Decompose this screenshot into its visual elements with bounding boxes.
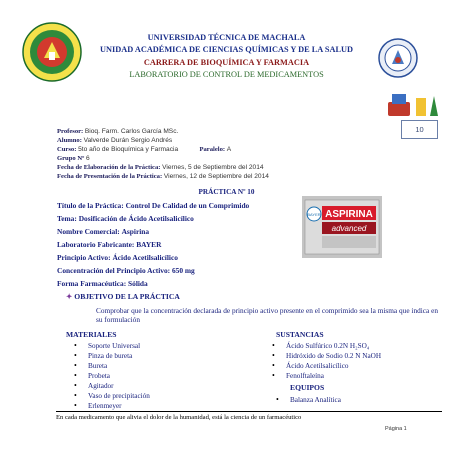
sustancias-list (272, 341, 381, 381)
tema-label: Tema: (57, 214, 77, 223)
grupo-row (57, 155, 90, 163)
alumno-value: Valverde Durán Sergio Andrés (83, 137, 173, 144)
list-item: • Pinza de bureta (74, 351, 150, 361)
titulo-row (57, 201, 249, 210)
fecha-presentacion-value: Viernes, 12 de Septiembre del 2014 (163, 173, 269, 180)
fecha-elaboracion-value: Viernes, 5 de Septiembre del 2014 (162, 164, 264, 171)
curso-label: Curso: (57, 146, 77, 153)
career-name: CARRERA DE BIOQUÍMICA Y FARMACIA (143, 58, 310, 67)
profesor-label: Profesor: (57, 128, 84, 135)
list-item: • Erlenmeyer (74, 401, 150, 411)
nombre-comercial-row (57, 227, 149, 236)
materiales-list (74, 341, 150, 411)
university-name: UNIVERSIDAD TÉCNICA DE MACHALA (147, 33, 306, 42)
lab-illustration (386, 88, 442, 120)
star-bullet-icon: ✦ (66, 292, 73, 301)
paralelo-value: A (226, 146, 232, 153)
forma-label: Forma Farmacéutica: (57, 279, 127, 288)
aspirin-brand-text: ASPIRINA (325, 209, 373, 220)
list-item: • Bureta (74, 361, 150, 371)
titulo-value: Control De Calidad de un Comprimido (125, 201, 250, 210)
paralelo-label: Paralelo: (199, 146, 226, 153)
list-item: • Probeta (74, 371, 150, 381)
equipos-list (276, 395, 341, 405)
list-item: • Balanza Analítica (276, 395, 341, 405)
practice-title: PRÁCTICA Nº 10 (198, 188, 255, 196)
list-item: • Agitador (74, 381, 150, 391)
fecha-elaboracion-row (57, 164, 264, 172)
profesor-row (57, 128, 178, 136)
footer-quote: En cada medicamento que alivia el dolor de la humanidad, está la ciencia de un farmacéutico (56, 414, 302, 421)
page-number: Página 1 (385, 426, 407, 432)
curso-value: 5to año de Bioquímica y Farmacia (78, 146, 179, 153)
curso-row (57, 146, 231, 154)
laboratorio-row (57, 240, 161, 249)
footer-divider (56, 411, 442, 412)
alumno-row (57, 137, 172, 145)
list-item: • Soporte Universal (74, 341, 150, 351)
bayer-cross-text: BAYER (307, 212, 321, 217)
laboratorio-label: Laboratorio Fabricante: (57, 240, 135, 249)
objective-heading (66, 292, 180, 301)
sustancias-heading: SUSTANCIAS (276, 330, 324, 339)
grupo-value: 6 (85, 155, 90, 162)
forma-row (57, 279, 148, 288)
forma-value: Sólida (128, 279, 148, 288)
aspirin-box-image (302, 196, 382, 258)
tema-row (57, 214, 194, 223)
objective-heading-text: OBJETIVO DE LA PRÁCTICA (74, 292, 180, 301)
fecha-presentacion-row (57, 173, 269, 181)
concentracion-value: 650 mg (171, 266, 195, 275)
faculty-name: UNIDAD ACADÉMICA DE CIENCIAS QUÍMICAS Y DE LA SALUD (100, 45, 353, 54)
list-item: • Hidróxido de Sodio 0.2 N NaOH (272, 351, 381, 361)
list-item: • Vaso de precipitación (74, 391, 150, 401)
list-item: • Fenolftaleína (272, 371, 381, 381)
list-item: • Ácido Acetilsalicílico (272, 361, 381, 371)
list-item: • Ácido Sulfúrico 0.2N H₂SO₄ (272, 341, 381, 351)
fecha-presentacion-label: Fecha de Presentación de la Práctica: (57, 173, 163, 180)
titulo-label: Título de la Práctica: (57, 201, 124, 210)
materiales-heading: MATERIALES (66, 330, 117, 339)
concentracion-label: Concentración del Principio Activo: (57, 266, 171, 275)
alumno-label: Alumno: (57, 137, 82, 144)
aspirin-sub-text: advanced (331, 224, 367, 233)
laboratorio-value: BAYER (136, 240, 162, 249)
principio-label: Principio Activo: (57, 253, 111, 262)
laboratory-name: LABORATORIO DE CONTROL DE MEDICAMENTOS (129, 70, 324, 79)
fecha-elaboracion-label: Fecha de Elaboración de la Práctica: (57, 164, 161, 171)
tema-value: Dosificación de Ácido Acetilsalicílico (78, 214, 194, 223)
profesor-value: Bioq. Farm. Carlos García MSc. (84, 128, 179, 135)
grupo-label: Grupo Nº (57, 155, 85, 162)
nombre-comercial-value: Aspirina (121, 227, 150, 236)
concentracion-row (57, 266, 195, 275)
equipos-heading: EQUIPOS (290, 383, 325, 392)
grade-box: 10 (401, 120, 438, 139)
nombre-comercial-label: Nombre Comercial: (57, 227, 120, 236)
principio-row (57, 253, 178, 262)
objective-text: Comprobar que la concentración declarada de principio activo presente en el comprimido sea la misma que indica en su formulación (96, 306, 438, 324)
principio-value: Ácido Acetilsalicílico (112, 253, 178, 262)
